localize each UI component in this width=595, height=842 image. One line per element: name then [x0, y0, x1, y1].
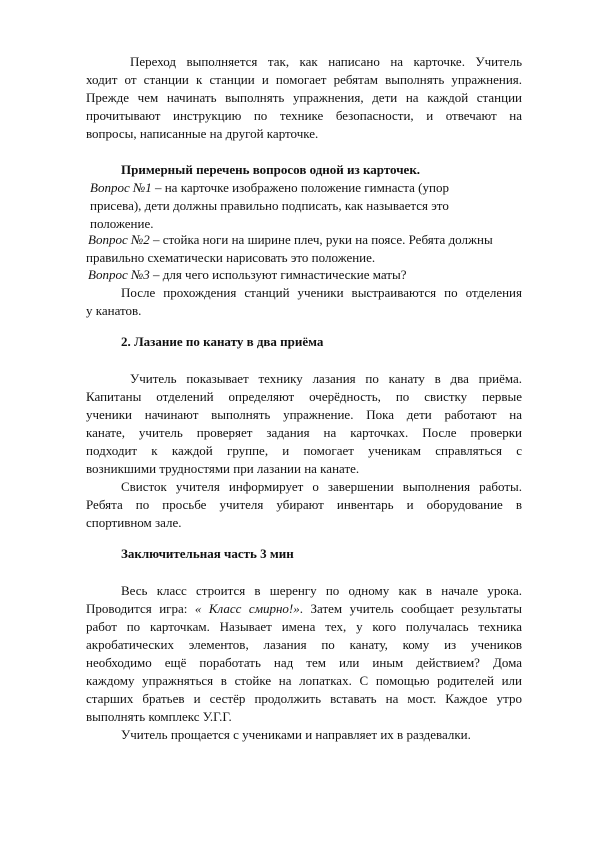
paragraph-line: прочитывают инструкцию по технике безопасности, и отвечают на	[86, 108, 522, 123]
paragraph-line: Капитаны отделений определяют очерёдность, по свистку первые	[86, 389, 522, 404]
questions-heading: Примерный перечень вопросов одной из карточек.	[121, 162, 421, 177]
paragraph-line: возникшими трудностями при лазании на канате.	[86, 461, 360, 476]
paragraph-line: выполнять комплекс У.Г.Г.	[86, 709, 232, 724]
question-2-text: – стойка ноги на ширине плеч, руки на поясе. Ребята должны	[149, 232, 493, 247]
paragraph-line: у канатов.	[86, 303, 142, 318]
paragraph-line: ученики начинают выполнять упражнение. Пока дети работают на	[86, 407, 522, 422]
paragraph-line: спортивном зале.	[86, 515, 182, 530]
question-2-line: правильно схематически нарисовать это положение.	[86, 250, 376, 265]
paragraph-line: акробатических элементов, лазания по канату, кому из учеников	[86, 637, 522, 652]
question-3-label: Вопрос №3	[88, 267, 150, 282]
question-2-label: Вопрос №2	[88, 232, 150, 247]
section-heading: Заключительная часть 3 мин	[121, 546, 294, 561]
game-followup: . Затем учитель сообщает результаты	[299, 601, 522, 616]
paragraph-line: необходимо ещё поработать над тем или иным действием? Дома	[86, 655, 522, 670]
question-1-line: присева), дети должны правильно подписать, как называется это	[90, 198, 449, 213]
closing-line: Учитель прощается с учениками и направляет их в раздевалки.	[121, 727, 471, 742]
question-3-text: – для чего используют гимнастические маты?	[149, 267, 407, 282]
question-1-line: положение.	[90, 216, 154, 231]
paragraph-line: Весь класс строится в шеренгу по одному как в начале урока.	[121, 583, 522, 598]
question-1-text: – на карточке изображено положение гимнаста (упор	[151, 180, 449, 195]
game-intro: Проводится игра:	[86, 601, 195, 616]
paragraph-line: Переход выполняется так, как написано на карточке. Учитель	[130, 54, 522, 69]
question-3-line	[88, 266, 406, 283]
paragraph-line: Учитель показывает технику лазания по канату в два приёма.	[130, 371, 522, 386]
paragraph-line: ходит от станции к станции и помогает ребятам выполнять упражнения.	[86, 72, 522, 87]
paragraph-line: Ребята по просьбе учителя убирают инвентарь и оборудование в	[86, 497, 522, 512]
paragraph-line	[86, 600, 522, 617]
question-1-line	[90, 179, 449, 196]
question-1-label: Вопрос №1	[90, 180, 152, 195]
paragraph-line: вопросы, написанные на другой карточке.	[86, 126, 319, 141]
game-name: « Класс смирно!»	[194, 601, 300, 616]
paragraph-line: Прежде чем начинать выполнять упражнения, дети на каждой станции	[86, 90, 522, 105]
paragraph-line: канате, учитель проверяет задания на карточках. После проверки	[86, 425, 522, 440]
paragraph-line: подходит к каждой группе, и помогает ученикам справляться с	[86, 443, 522, 458]
paragraph-line: каждому упражняться в стойке на лопатках. С помощью родителей или	[86, 673, 522, 688]
paragraph-line: работ по карточкам. Называет имена тех, у кого получалась техника	[86, 619, 522, 634]
paragraph-line: После прохождения станций ученики выстраиваются по отделения	[121, 285, 522, 300]
section-heading: 2. Лазание по канату в два приёма	[121, 334, 324, 349]
question-2-line	[88, 231, 493, 248]
paragraph-line: старших братьев и сестёр продолжить вставать на мост. Каждое утро	[86, 691, 522, 706]
paragraph-line: Свисток учителя информирует о завершении выполнения работы.	[121, 479, 522, 494]
